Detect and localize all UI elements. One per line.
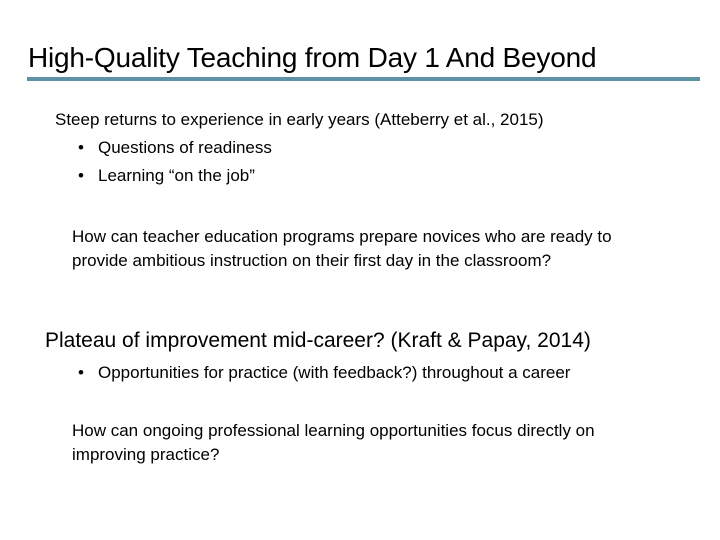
bullet-text: Questions of readiness <box>98 138 272 157</box>
section1-lead: Steep returns to experience in early years (Atteberry et al., 2015) <box>55 110 544 129</box>
bullet-glyph: • <box>78 138 84 157</box>
bullet-text: Opportunities for practice (with feedback?) throughout a career <box>98 363 571 382</box>
slide-title: High-Quality Teaching from Day 1 And Beyond <box>28 42 597 73</box>
bullet-glyph: • <box>78 166 84 185</box>
section1-question: How can teacher education programs prepare novices who are ready to provide ambitious instruction on their first day in the classroom? <box>72 227 612 270</box>
bullet-text: Learning “on the job” <box>98 166 255 185</box>
bullet-glyph: • <box>78 363 84 382</box>
section2-question: How can ongoing professional learning opportunities focus directly on improving practice? <box>72 421 595 464</box>
section2-heading: Plateau of improvement mid-career? (Kraft & Papay, 2014) <box>45 329 591 352</box>
title-underline <box>27 77 700 81</box>
section2-bullet-1 <box>78 362 570 384</box>
section1-bullet-2 <box>78 165 255 187</box>
section1-bullet-1 <box>78 137 272 159</box>
